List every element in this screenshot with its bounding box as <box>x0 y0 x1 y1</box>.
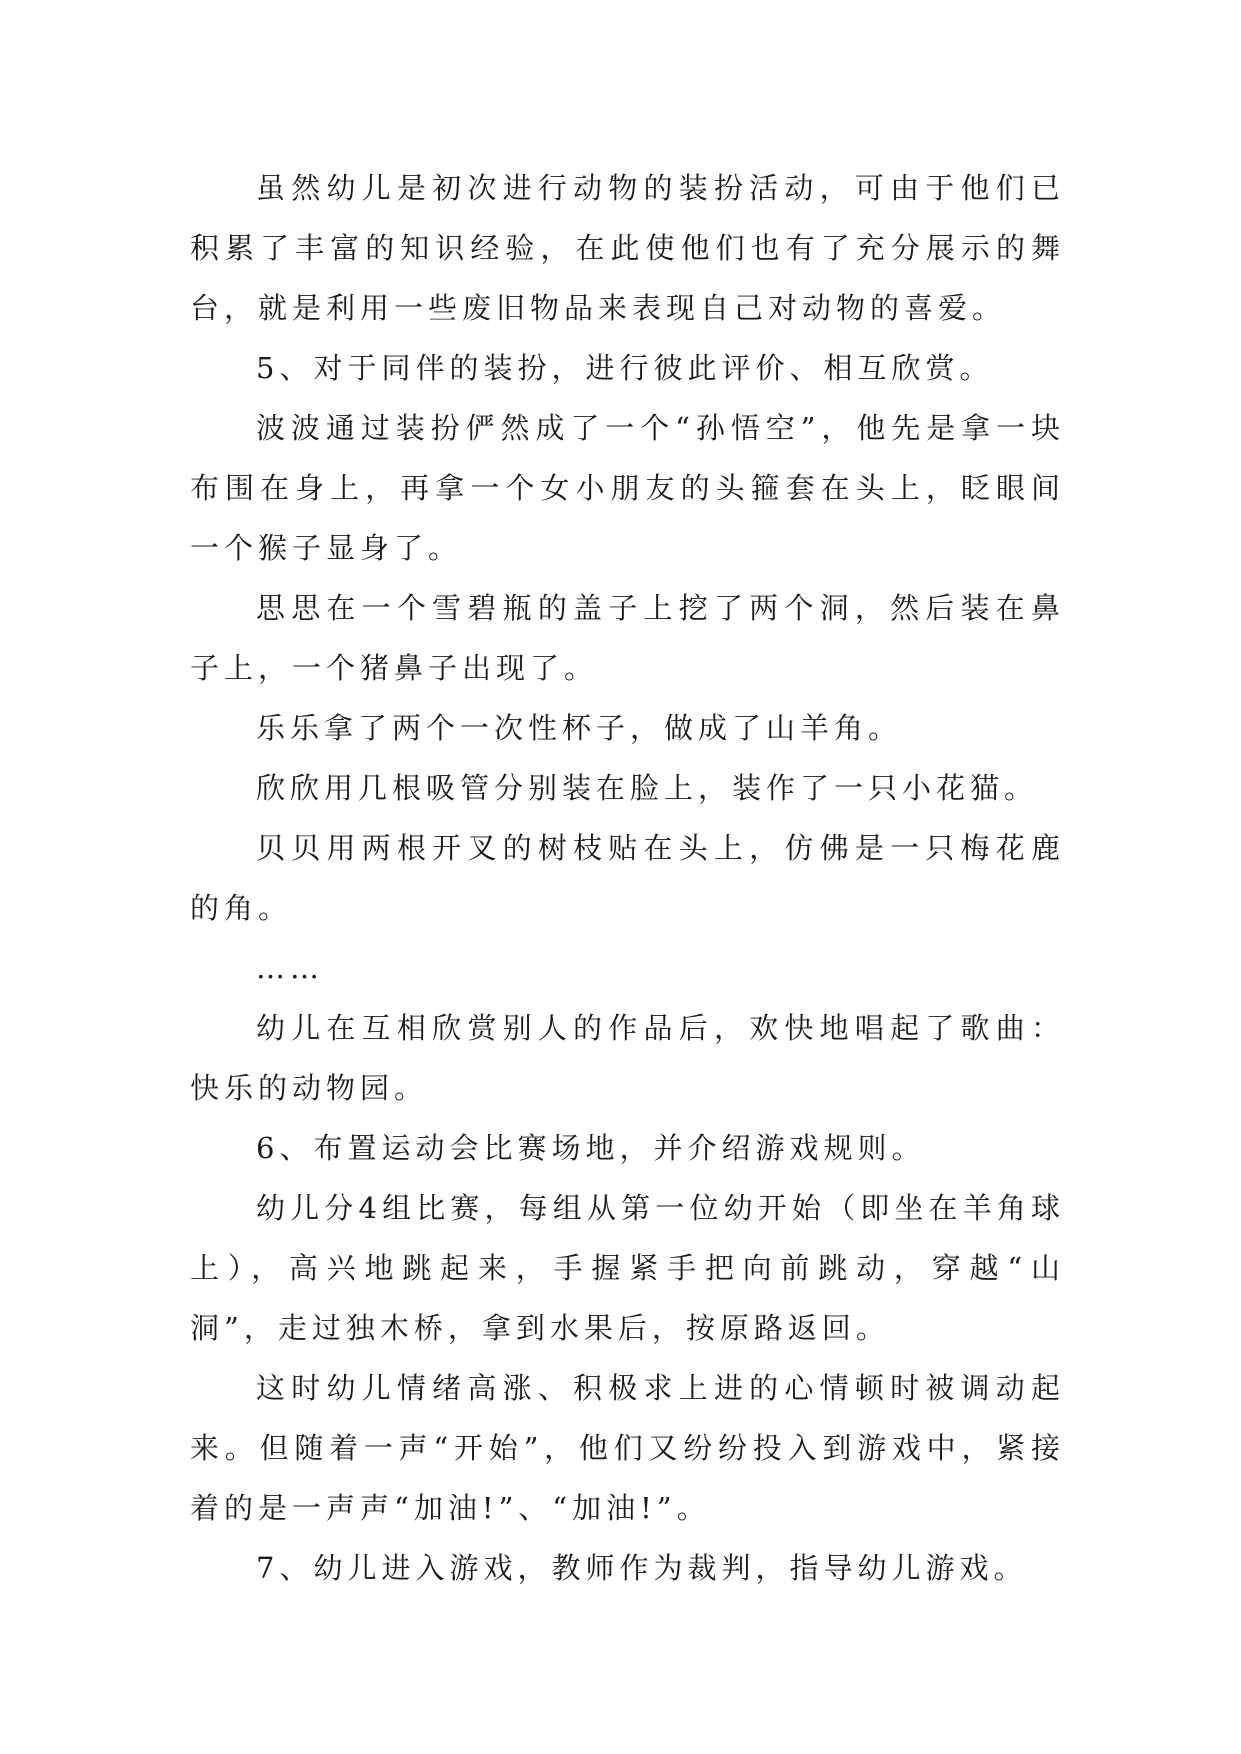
ellipsis-line: …… <box>256 951 324 985</box>
document-body <box>190 158 1065 1598</box>
paragraph: 幼儿在互相欣赏别人的作品后，欢快地唱起了歌曲：快乐的动物园。 <box>190 1011 1065 1105</box>
paragraph: 幼儿分4组比赛，每组从第一位幼开始（即坐在羊角球上），高兴地跳起来，手握紧手把向前跳动，穿越“山洞”，走过独木桥，拿到水果后，按原路返回。 <box>190 1191 1065 1345</box>
paragraph: 虽然幼儿是初次进行动物的装扮活动，可由于他们已积累了丰富的知识经验，在此使他们也有了充分展示的舞台，就是利用一些废旧物品来表现自己对动物的喜爱。 <box>190 171 1065 325</box>
section-heading: 6、布置运动会比赛场地，并介绍游戏规则。 <box>256 1131 926 1165</box>
paragraph: 这时幼儿情绪高涨、积极求上进的心情顿时被调动起来。但随着一声“开始”，他们又纷纷投入到游戏中，紧接着的是一声声“加油!”、“加油!”。 <box>190 1371 1065 1525</box>
paragraph: 欣欣用几根吸管分别装在脸上，装作了一只小花猫。 <box>256 771 1039 805</box>
paragraph: 贝贝用两根开叉的树枝贴在头上，仿佛是一只梅花鹿的角。 <box>190 831 1065 925</box>
section-heading: 7、幼儿进入游戏，教师作为裁判，指导幼儿游戏。 <box>256 1551 1028 1585</box>
paragraph: 波波通过装扮俨然成了一个“孙悟空”，他先是拿一块布围在身上，再拿一个女小朋友的头箍套在头上，眨眼间一个猴子显身了。 <box>190 411 1065 565</box>
paragraph: 思思在一个雪碧瓶的盖子上挖了两个洞，然后装在鼻子上，一个猪鼻子出现了。 <box>190 591 1065 685</box>
section-heading: 5、对于同伴的装扮，进行彼此评价、相互欣赏。 <box>256 351 994 385</box>
paragraph: 乐乐拿了两个一次性杯子，做成了山羊角。 <box>256 711 903 745</box>
